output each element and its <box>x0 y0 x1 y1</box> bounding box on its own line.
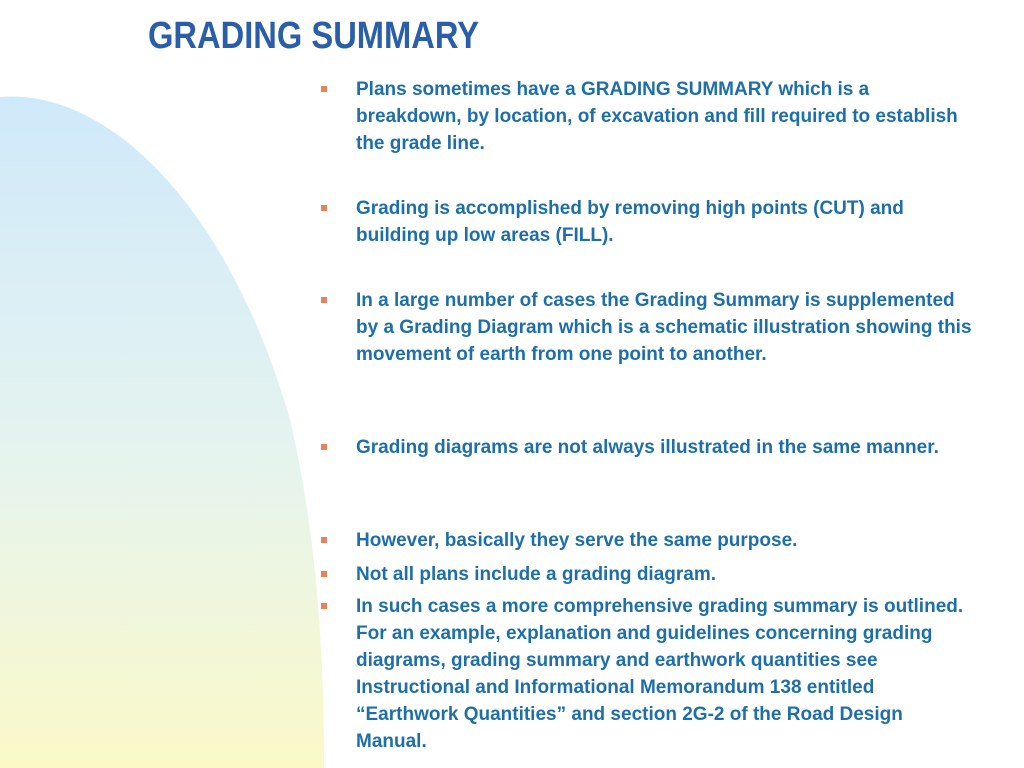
bullet-text: However, basically they serve the same purpose. <box>356 530 798 551</box>
bullet-list <box>318 76 978 760</box>
square-bullet-icon <box>321 603 327 609</box>
bullet-text: In such cases a more comprehensive grading summary is outlined. For an example, explanation and guidelines concerning grading diagrams, grading summary and earthwork quantities see Instructional and Informational Memorandum 138 entitled “Earthwork Quantities” and section 2G-2 of the Road Design Manual. <box>356 596 964 752</box>
bullet-text: Plans sometimes have a GRADING SUMMARY which is a breakdown, by location, of excavation and fill required to establish the grade line. <box>356 79 958 154</box>
square-bullet-icon <box>321 571 327 577</box>
square-bullet-icon <box>321 86 327 92</box>
background-arc-shape <box>0 97 324 768</box>
bullet-text: In a large number of cases the Grading Summary is supplemented by a Grading Diagram which is a schematic illustration showing this movement of earth from one point to another. <box>356 290 972 365</box>
page-title: GRADING SUMMARY <box>148 15 480 57</box>
bullet-text: Grading diagrams are not always illustrated in the same manner. <box>356 437 939 458</box>
square-bullet-icon <box>321 297 327 303</box>
bullet-text: Not all plans include a grading diagram. <box>356 564 717 585</box>
bullet-text: Grading is accomplished by removing high points (CUT) and building up low areas (FILL). <box>356 198 904 246</box>
square-bullet-icon <box>321 205 327 211</box>
square-bullet-icon <box>321 537 327 543</box>
square-bullet-icon <box>321 444 327 450</box>
